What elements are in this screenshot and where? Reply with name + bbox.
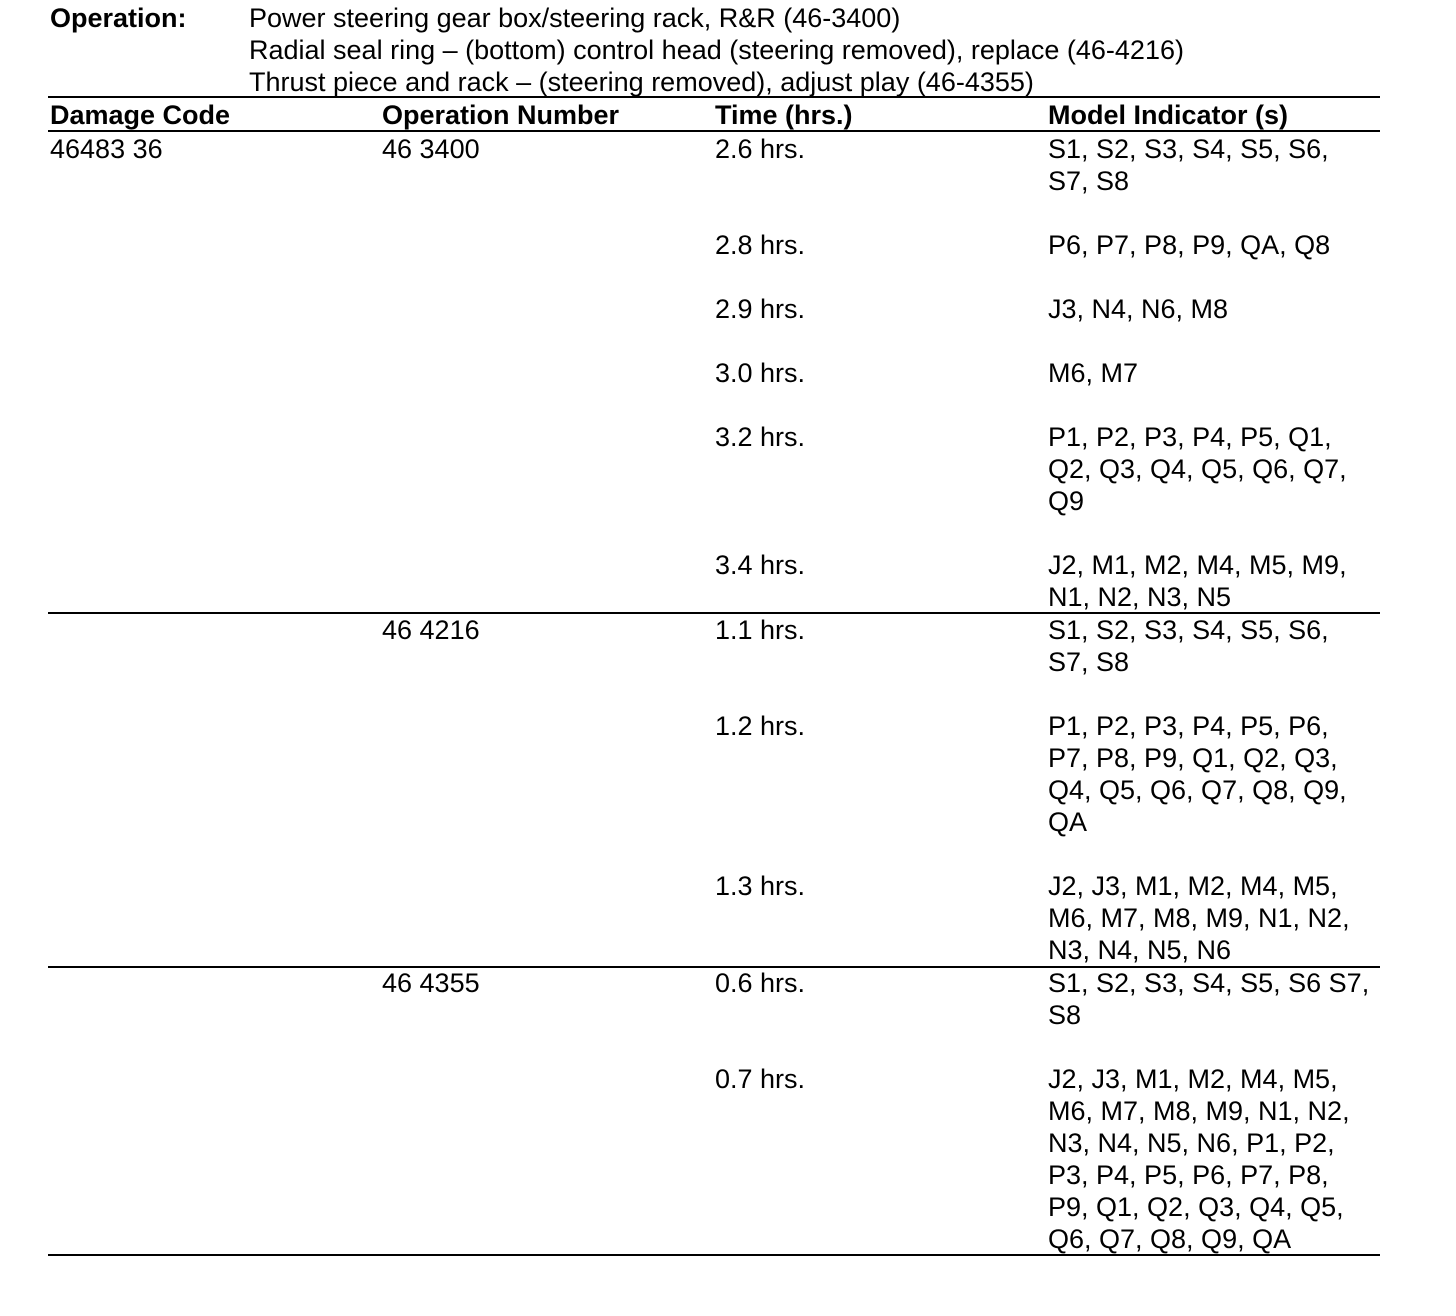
model-indicator-line: M6, M7 xyxy=(1048,358,1139,388)
model-indicator-line: Q4, Q5, Q6, Q7, Q8, Q9, xyxy=(1048,775,1347,805)
operation-number: 46 4355 xyxy=(382,968,480,998)
damage-code: 46483 36 xyxy=(50,134,163,164)
model-indicator-line: P7, P8, P9, Q1, Q2, Q3, xyxy=(1048,743,1338,773)
header-time: Time (hrs.) xyxy=(715,100,853,130)
time-value: 3.4 hrs. xyxy=(715,550,806,580)
time-value: 0.6 hrs. xyxy=(715,968,806,998)
operation-line: Power steering gear box/steering rack, R&R (46-3400) xyxy=(249,3,901,33)
model-indicator-line: J2, J3, M1, M2, M4, M5, xyxy=(1048,871,1338,901)
operation-line: Radial seal ring – (bottom) control head (steering removed), replace (46-4216) xyxy=(249,35,1184,65)
model-indicator-line: P1, P2, P3, P4, P5, P6, xyxy=(1048,711,1329,741)
model-indicator-line: N3, N4, N5, N6 xyxy=(1048,935,1232,965)
model-indicator-line: S7, S8 xyxy=(1048,166,1130,196)
model-indicator-line: Q6, Q7, Q8, Q9, QA xyxy=(1048,1224,1292,1254)
time-value: 2.8 hrs. xyxy=(715,230,806,260)
table-top-rule xyxy=(48,96,1380,98)
time-value: 2.6 hrs. xyxy=(715,134,806,164)
model-indicator-line: N3, N4, N5, N6, P1, P2, xyxy=(1048,1128,1335,1158)
model-indicator-line: J3, N4, N6, M8 xyxy=(1048,294,1229,324)
model-indicator-line: J2, M1, M2, M4, M5, M9, xyxy=(1048,550,1347,580)
model-indicator-line: P6, P7, P8, P9, QA, Q8 xyxy=(1048,230,1331,260)
model-indicator-line: S1, S2, S3, S4, S5, S6, xyxy=(1048,615,1329,645)
model-indicator-line: P1, P2, P3, P4, P5, Q1, xyxy=(1048,422,1332,452)
model-indicator-line: M6, M7, M8, M9, N1, N2, xyxy=(1048,1096,1350,1126)
operation-label: Operation: xyxy=(50,3,187,33)
model-indicator-line: N1, N2, N3, N5 xyxy=(1048,582,1232,612)
time-value: 0.7 hrs. xyxy=(715,1064,806,1094)
model-indicator-line: S7, S8 xyxy=(1048,647,1130,677)
model-indicator-line: P9, Q1, Q2, Q3, Q4, Q5, xyxy=(1048,1192,1344,1222)
model-indicator-line: S1, S2, S3, S4, S5, S6, xyxy=(1048,134,1329,164)
model-indicator-line: Q9 xyxy=(1048,486,1085,516)
model-indicator-line: S8 xyxy=(1048,1000,1082,1030)
model-indicator-line: M6, M7, M8, M9, N1, N2, xyxy=(1048,903,1350,933)
time-value: 2.9 hrs. xyxy=(715,294,806,324)
operation-number: 46 4216 xyxy=(382,615,480,645)
header-operation-number: Operation Number xyxy=(382,100,620,130)
time-value: 1.1 hrs. xyxy=(715,615,806,645)
operation-line: Thrust piece and rack – (steering removed), adjust play (46-4355) xyxy=(249,67,1034,97)
time-value: 3.0 hrs. xyxy=(715,358,806,388)
header-bottom-rule xyxy=(48,130,1380,132)
group-divider-left xyxy=(48,612,381,614)
model-indicator-line: J2, J3, M1, M2, M4, M5, xyxy=(1048,1064,1338,1094)
operation-number: 46 3400 xyxy=(382,134,480,164)
table-bottom-rule xyxy=(48,1254,1380,1256)
header-damage-code: Damage Code xyxy=(50,100,231,130)
model-indicator-line: QA xyxy=(1048,807,1088,837)
time-value: 3.2 hrs. xyxy=(715,422,806,452)
model-indicator-line: Q2, Q3, Q4, Q5, Q6, Q7, xyxy=(1048,454,1347,484)
time-value: 1.3 hrs. xyxy=(715,871,806,901)
model-indicator-line: P3, P4, P5, P6, P7, P8, xyxy=(1048,1160,1329,1190)
model-indicator-line: S1, S2, S3, S4, S5, S6 S7, xyxy=(1048,968,1370,998)
header-model-indicator: Model Indicator (s) xyxy=(1048,100,1289,130)
time-value: 1.2 hrs. xyxy=(715,711,806,741)
